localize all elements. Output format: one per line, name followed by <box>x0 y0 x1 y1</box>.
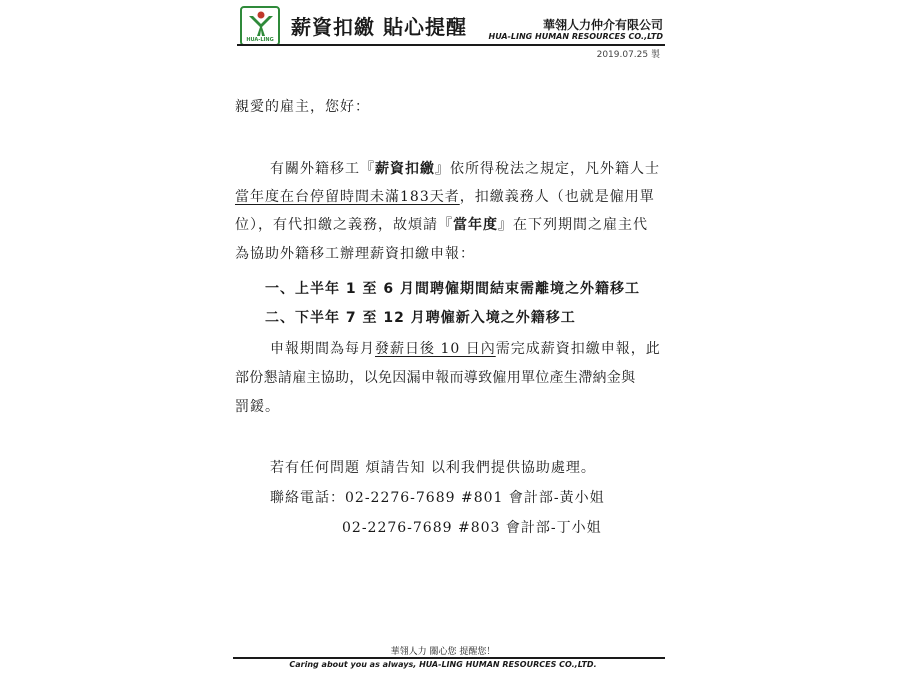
greeting: 親愛的雇主，您好： <box>235 99 370 115</box>
emphasis-text: 當年度 <box>453 217 498 233</box>
paragraph1-line2 <box>235 186 655 206</box>
text-span: 需完成薪資扣繳申報，此 <box>495 341 661 357</box>
contact-phone-2: 02-2276-7689 #803 會計部-丁小姐 <box>342 520 602 536</box>
company-name-zh: 華翎人力仲介有限公司 <box>542 18 663 32</box>
list-item-2: 二、下半年 7 至 12 月聘僱新入境之外籍移工 <box>265 310 576 326</box>
text-span: 位），有代扣繳之義務，故煩請『 <box>235 217 453 233</box>
emphasis-text: 薪資扣繳 <box>375 161 435 177</box>
paragraph1-line3 <box>235 214 648 234</box>
text-span: 有關外籍移工『 <box>270 161 375 177</box>
page-title: 薪資扣繳 貼心提醒 <box>291 15 467 39</box>
footer-divider <box>233 657 665 659</box>
text-span: 』在下列期間之雇主代 <box>498 217 648 233</box>
paragraph2-line3: 罰鍰。 <box>235 399 280 415</box>
header-divider <box>237 44 665 46</box>
underlined-text: 當年度在台停留時間未滿183天者 <box>235 189 460 205</box>
company-logo <box>240 6 280 46</box>
document-date: 2019.07.25 製 <box>596 50 660 60</box>
paragraph1-line4: 為協助外籍移工辦理薪資扣繳申報： <box>235 246 475 262</box>
company-name-en: HUA-LING HUMAN RESOURCES CO.,LTD <box>488 32 663 41</box>
contact-phone-1: 聯絡電話：02-2276-7689 #801 會計部-黃小姐 <box>270 490 605 506</box>
paragraph2-line2: 部份懇請雇主協助，以免因漏申報而導致僱用單位產生滯納金與 <box>235 370 636 386</box>
footer-slogan: 華翎人力 關心您 提醒您！ <box>390 647 496 657</box>
logo-text: HUA-LING <box>246 37 274 43</box>
footer-english: Caring about you as always, HUA-LING HUMAN RESOURCES CO.,LTD. <box>289 660 597 669</box>
paragraph2-line1 <box>270 338 661 358</box>
closing-note: 若有任何問題 煩請告知 以利我們提供協助處理。 <box>270 460 596 476</box>
text-span: 』依所得稅法之規定，凡外籍人士 <box>435 161 660 177</box>
underlined-text: 發薪日後 10 日內 <box>375 341 496 357</box>
person-figure-icon <box>245 10 277 38</box>
text-span: ，扣繳義務人（也就是僱用單 <box>459 189 655 205</box>
list-item-1: 一、上半年 1 至 6 月間聘僱期間結束需離境之外籍移工 <box>265 281 640 297</box>
paragraph1-line1 <box>270 158 660 178</box>
text-span: 申報期間為每月 <box>270 341 375 357</box>
